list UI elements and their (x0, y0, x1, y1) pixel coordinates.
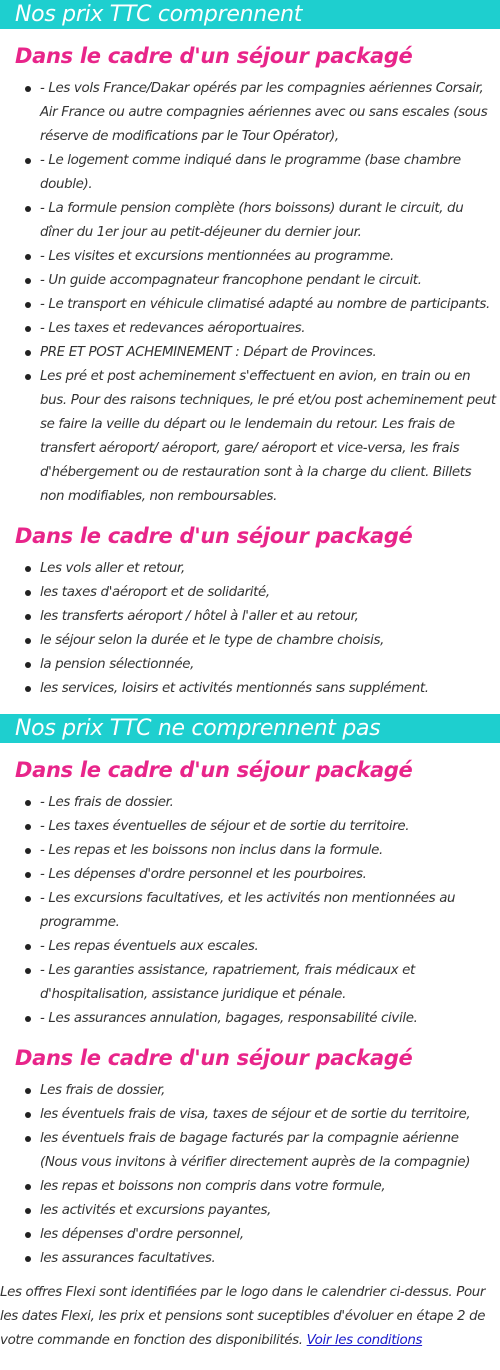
list-item: les transferts aéroport / hôtel à l'aller et au retour, (40, 605, 500, 629)
list-item: les activités et excursions payantes, (40, 1199, 500, 1223)
flexi-note (0, 1281, 500, 1353)
excluded-heading: Nos prix TTC ne comprennent pas (0, 714, 500, 743)
excluded-group-2-title: Dans le cadre d'un séjour packagé (15, 1046, 413, 1070)
list-item: - Le logement comme indiqué dans le programme (base chambre double). (40, 149, 500, 197)
list-item: - Les dépenses d'ordre personnel et les pourboires. (40, 863, 500, 887)
conditions-link[interactable]: Voir les conditions (306, 1333, 423, 1348)
included-group-2-title: Dans le cadre d'un séjour packagé (15, 524, 413, 548)
list-item: - Les garanties assistance, rapatriement, frais médicaux et d'hospitalisation, assistance juridique et pénale. (40, 959, 500, 1007)
list-item: - Les visites et excursions mentionnées au programme. (40, 245, 500, 269)
excluded-section (0, 714, 500, 1271)
list-item: - Un guide accompagnateur francophone pendant le circuit. (40, 269, 500, 293)
list-item: - Les taxes et redevances aéroportuaires. (40, 317, 500, 341)
list-item: - Les repas et les boissons non inclus dans la formule. (40, 839, 500, 863)
list-item: la pension sélectionnée, (40, 653, 500, 677)
flexi-note-text: Les offres Flexi sont identifiées par le logo dans le calendrier ci-dessus. Pour les dates Flexi, les prix et pensions sont suceptibles d'évoluer en étape 2 de votre commande en fonction des disponibilités. (0, 1285, 486, 1348)
list-item: les repas et boissons non compris dans votre formule, (40, 1175, 500, 1199)
list-item: Les pré et post acheminement s'effectuent en avion, en train ou en bus. Pour des raisons techniques, le pré et/ou post acheminement peut se faire la veille du départ ou le lendemain du retour. Les frais de transfert aéroport/ aéroport, gare/ aéroport et vice-versa, les frais d'hébergement ou de restauration sont à la charge du client. Billets non modifiables, non remboursables. (40, 365, 500, 509)
list-item: les taxes d'aéroport et de solidarité, (40, 581, 500, 605)
list-item: - Le transport en véhicule climatisé adapté au nombre de participants. (40, 293, 500, 317)
list-item: PRE ET POST ACHEMINEMENT : Départ de Provinces. (40, 341, 500, 365)
list-item: - Les repas éventuels aux escales. (40, 935, 500, 959)
included-heading: Nos prix TTC comprennent (0, 0, 500, 29)
list-item: les éventuels frais de bagage facturés par la compagnie aérienne (Nous vous invitons à vérifier directement auprès de la compagnie) (40, 1127, 500, 1175)
list-item: - Les vols France/Dakar opérés par les compagnies aériennes Corsair, Air France ou autre compagnies aériennes avec ou sans escales (sous réserve de modifications par le Tour Opérator), (40, 77, 500, 149)
excluded-group-1-title: Dans le cadre d'un séjour packagé (15, 758, 413, 782)
list-item: - Les assurances annulation, bagages, responsabilité civile. (40, 1007, 500, 1031)
list-item: Les vols aller et retour, (40, 557, 500, 581)
list-item: - La formule pension complète (hors boissons) durant le circuit, du dîner du 1er jour au petit-déjeuner du dernier jour. (40, 197, 500, 245)
list-item: - Les excursions facultatives, et les activités non mentionnées au programme. (40, 887, 500, 935)
list-item: - Les frais de dossier. (40, 791, 500, 815)
list-item: les dépenses d'ordre personnel, (40, 1223, 500, 1247)
included-group-1-title: Dans le cadre d'un séjour packagé (15, 44, 413, 68)
excluded-group-1-list (0, 791, 500, 1031)
list-item: Les frais de dossier, (40, 1079, 500, 1103)
included-group-1-list (0, 77, 500, 509)
list-item: le séjour selon la durée et le type de chambre choisis, (40, 629, 500, 653)
excluded-group-2-list (0, 1079, 500, 1271)
included-group-2-list (0, 557, 500, 701)
list-item: - Les taxes éventuelles de séjour et de sortie du territoire. (40, 815, 500, 839)
list-item: les éventuels frais de visa, taxes de séjour et de sortie du territoire, (40, 1103, 500, 1127)
list-item: les assurances facultatives. (40, 1247, 500, 1271)
list-item: les services, loisirs et activités mentionnés sans supplément. (40, 677, 500, 701)
